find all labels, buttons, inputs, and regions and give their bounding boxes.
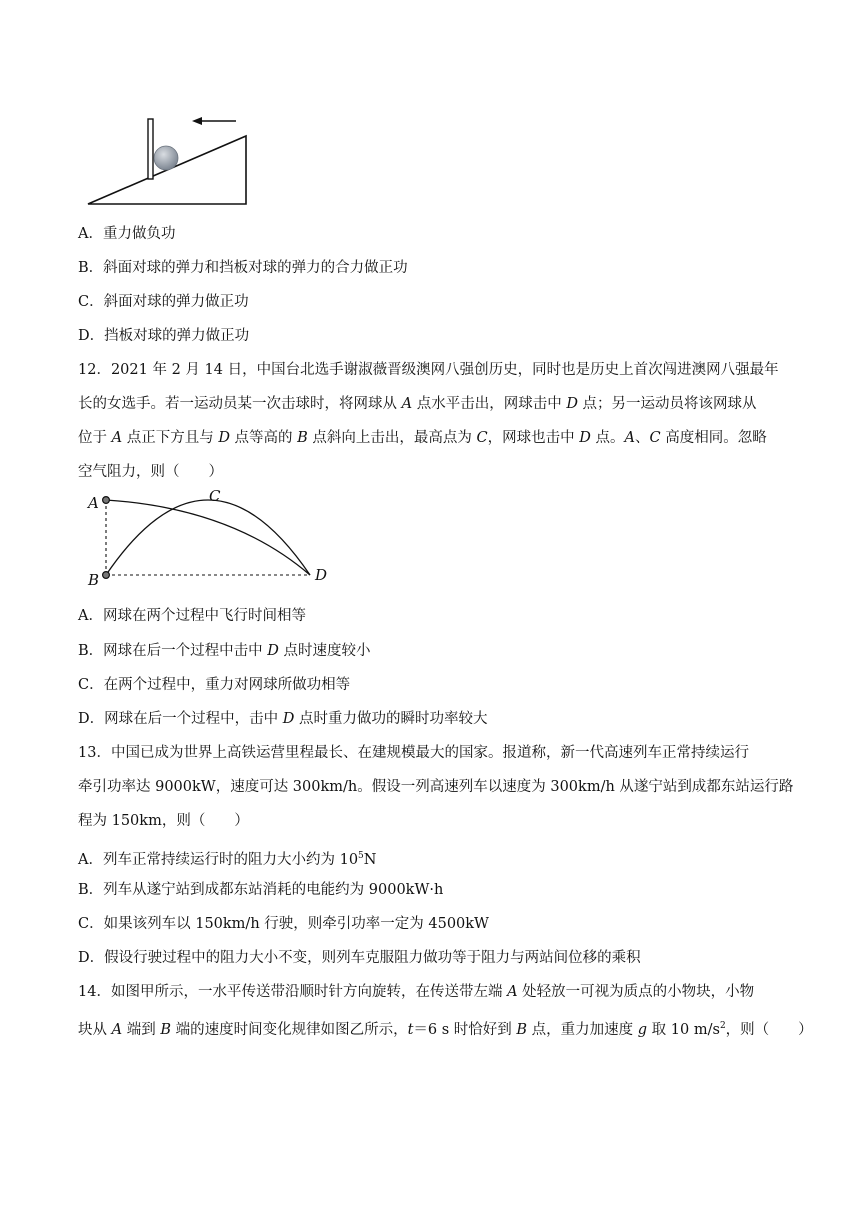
label-a: A xyxy=(88,494,99,512)
q14-stem-line2: 块从 A 端到 B 端的速度时间变化规律如图乙所示，t＝6 s 时恰好到 B 点，重力加速度 g 取 10 $m/s^2$，则（ ） xyxy=(78,1021,813,1038)
q12-stem-line4: 空气阻力，则（ ） xyxy=(78,464,223,480)
q14-stem-line1: 14．如图甲所示，一水平传送带沿顺时针方向旋转，在传送带左端 A 处轻放一可视为质点的小物块，小物 xyxy=(78,984,755,1000)
label-d: D xyxy=(315,566,328,584)
q13-option-c: C．如果该列车以 150km/h 行驶，则牵引功率一定为 4500kW xyxy=(78,916,489,932)
ball xyxy=(154,146,178,170)
q12-stem-line2: 长的女选手。若一运动员某一次击球时，将网球从 A 点水平击出，网球击中 D 点；另一运动员将该网球从 xyxy=(78,396,757,412)
q12-option-d: D．网球在后一个过程中，击中 D 点时重力做功的瞬时功率较大 xyxy=(78,711,488,727)
point-a xyxy=(103,497,110,504)
trajectory-figure xyxy=(82,486,340,590)
label-b: B xyxy=(88,571,100,589)
incline-figure xyxy=(82,112,254,208)
q12-option-b: B．网球在后一个过程中击中 D 点时速度较小 xyxy=(78,643,371,659)
q13-stem-line1: 13．中国已成为世界上高铁运营里程最长、在建规模最大的国家。报道称，新一代高速列车正常持续运行 xyxy=(78,745,749,761)
q11-option-b: B．斜面对球的弹力和挡板对球的弹力的合力做正功 xyxy=(78,260,408,276)
board xyxy=(148,119,153,179)
q12-option-a: A．网球在两个过程中飞行时间相等 xyxy=(78,608,306,624)
q13-option-b: B．列车从遂宁站到成都东站消耗的电能约为 9000kW·h xyxy=(78,882,444,898)
point-b xyxy=(103,572,110,579)
trajectory-b-to-d xyxy=(106,500,310,575)
q12-option-c: C．在两个过程中，重力对网球所做功相等 xyxy=(78,677,351,693)
q11-option-a: A．重力做负功 xyxy=(78,226,176,242)
q11-option-d: D．挡板对球的弹力做正功 xyxy=(78,328,250,344)
q13-option-d: D．假设行驶过程中的阻力大小不变，则列车克服阻力做功等于阻力与两站间位移的乘积 xyxy=(78,950,641,966)
label-c: C xyxy=(209,487,221,505)
q12-stem-line1: 12．2021 年 2 月 14 日，中国台北选手谢淑薇晋级澳网八强创历史，同时也是历史上首次闯进澳网八强最年 xyxy=(78,362,779,378)
q11-option-c: C．斜面对球的弹力做正功 xyxy=(78,294,249,310)
q13-option-a: A．列车正常持续运行时的阻力大小约为 $10^5N$ xyxy=(78,851,377,868)
q13-stem-line2: 牵引功率达 9000kW，速度可达 300km/h。假设一列高速列车以速度为 300km/h 从遂宁站到成都东站运行路 xyxy=(78,779,794,795)
q12-stem-line3: 位于 A 点正下方且与 D 点等高的 B 点斜向上击出，最高点为 C，网球也击中 D 点。A、C 高度相同。忽略 xyxy=(78,430,767,446)
arrow-head xyxy=(192,117,202,125)
q13-stem-line3: 程为 150km，则（ ） xyxy=(78,813,249,829)
